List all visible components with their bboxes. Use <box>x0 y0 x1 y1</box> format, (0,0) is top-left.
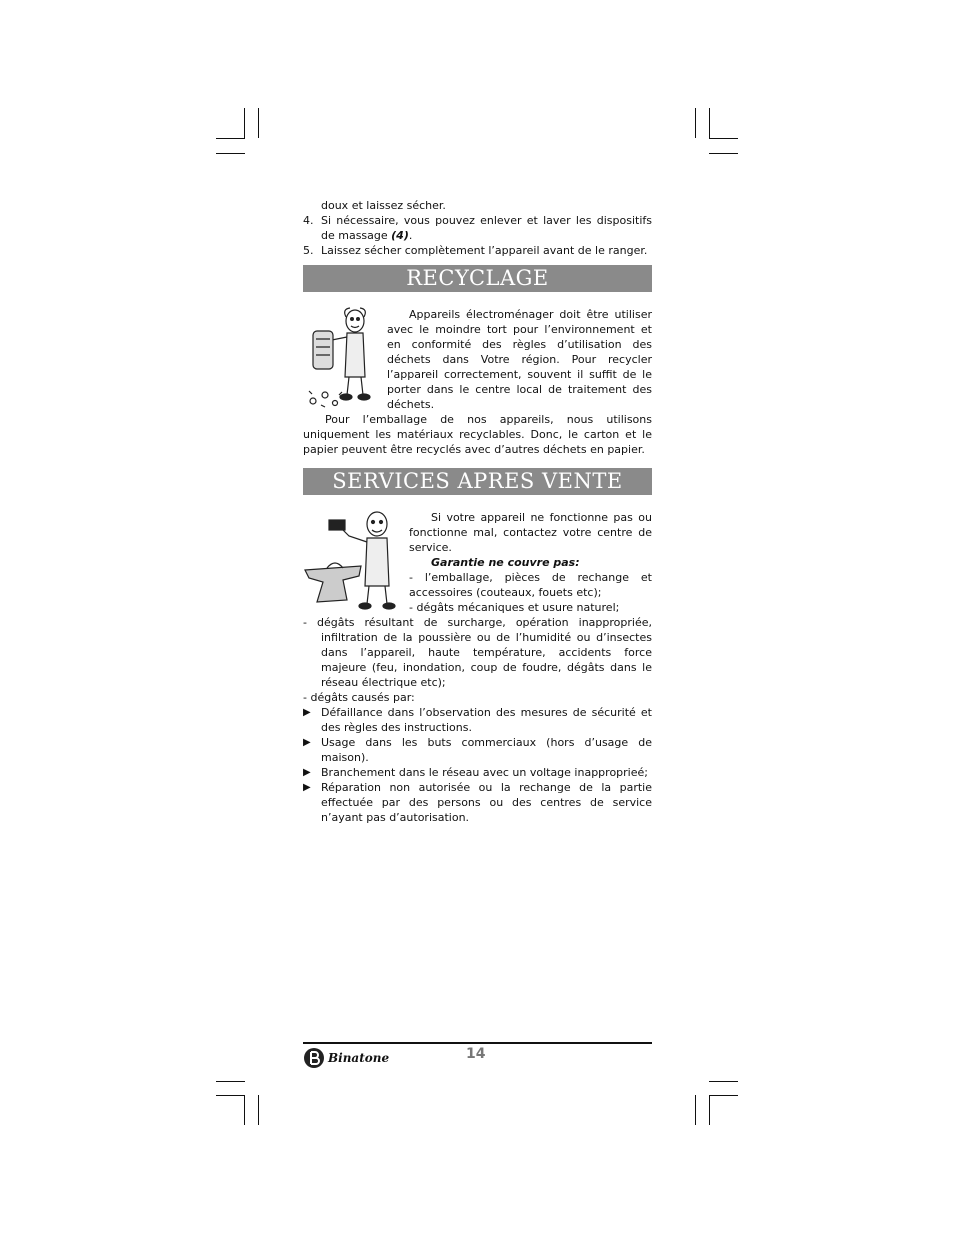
recycling-man-illustration <box>303 307 385 411</box>
arrow-bullet-icon: ▶ <box>303 737 311 748</box>
cause-item: ▶ Usage dans les buts commerciaux (hors d’usage de maison). <box>303 736 652 764</box>
list-text: Si nécessaire, vous pouvez enlever et laver les dispositifs de massage (4). <box>321 214 652 242</box>
recyclage-body <box>303 307 652 457</box>
arrow-bullet-icon: ▶ <box>303 707 311 718</box>
brand-name: Binatone <box>328 1051 390 1065</box>
crop-mark <box>216 1081 245 1082</box>
section-heading-recyclage: RECYCLAGE <box>303 265 652 292</box>
services-body <box>303 510 652 825</box>
crop-mark <box>709 1081 738 1082</box>
binatone-logo-icon <box>303 1047 325 1069</box>
crop-mark <box>695 108 696 138</box>
list-item <box>303 213 652 243</box>
list-item <box>303 243 652 258</box>
intro-continuation: doux et laissez sécher. <box>321 199 446 212</box>
recyclage-paragraph-1: Appareils électroménager doit être utiliser avec le moindre tort pour l’environnement et en conformité des règles d’utilisation des déchets dans Votre région. Pour recycler l’appareil correctement, souvent il suffit de le porter dans le centre local de traitement des déchets. <box>387 308 652 411</box>
guarantee-title: Garantie ne couvre pas: <box>431 556 580 569</box>
cause-item: ▶ Réparation non autorisée ou la rechange de la partie effectuée par des persons ou des centres de service n’ayant pas d’autorisation. <box>303 781 652 824</box>
crop-mark <box>216 138 245 139</box>
crop-mark <box>216 153 245 154</box>
list-number: 4. <box>303 214 314 227</box>
page-number: 14 <box>466 1046 486 1062</box>
exclusion-item: - dégâts mécaniques et usure naturel; <box>409 601 620 614</box>
exclusion-item: - l’emballage, pièces de rechange et accessoires (couteaux, fouets etc); <box>409 571 652 599</box>
blacksmith-man-illustration <box>303 510 407 614</box>
crop-mark <box>709 1095 738 1096</box>
crop-mark <box>709 108 710 138</box>
causes-title: - dégâts causés par: <box>303 691 415 704</box>
list-text: Laissez sécher complètement l’appareil avant de le ranger. <box>321 244 648 257</box>
list-number: 5. <box>303 244 314 257</box>
brand-logo <box>303 1046 389 1070</box>
arrow-bullet-icon: ▶ <box>303 782 311 793</box>
crop-mark <box>695 1095 696 1125</box>
section-heading-services: SERVICES APRES VENTE <box>303 468 652 495</box>
cause-item: ▶ Branchement dans le réseau avec un voltage inapproprieé; <box>303 766 648 779</box>
cause-item: ▶ Défaillance dans l’observation des mesures de sécurité et des règles des instructions. <box>303 706 652 734</box>
crop-mark <box>709 1095 710 1125</box>
crop-mark <box>244 108 245 138</box>
recyclage-paragraph-2: Pour l’emballage de nos appareils, nous utilisons uniquement les matériaux recyclables. Donc, le carton et le papier peuvent être recyclés avec d’autres déchets en papier. <box>303 413 652 456</box>
footer-rule <box>303 1042 652 1044</box>
crop-mark <box>709 138 738 139</box>
services-paragraph-1: Si votre appareil ne fonctionne pas ou fonctionne mal, contactez votre centre de service. <box>409 511 652 554</box>
crop-mark <box>258 108 259 138</box>
exclusion-item: - dégâts résultant de surcharge, opération inappropriée, infiltration de la poussière ou de l’humidité ou d’insectes dans l’appareil, haute température, accidents force majeure (feu, inondation, coup de foudre, dégâts dans le réseau électrique etc); <box>303 616 652 689</box>
crop-mark <box>258 1095 259 1125</box>
crop-mark <box>709 153 738 154</box>
arrow-bullet-icon: ▶ <box>303 767 311 778</box>
crop-mark <box>216 1095 245 1096</box>
crop-mark <box>244 1095 245 1125</box>
page-content <box>303 198 652 825</box>
